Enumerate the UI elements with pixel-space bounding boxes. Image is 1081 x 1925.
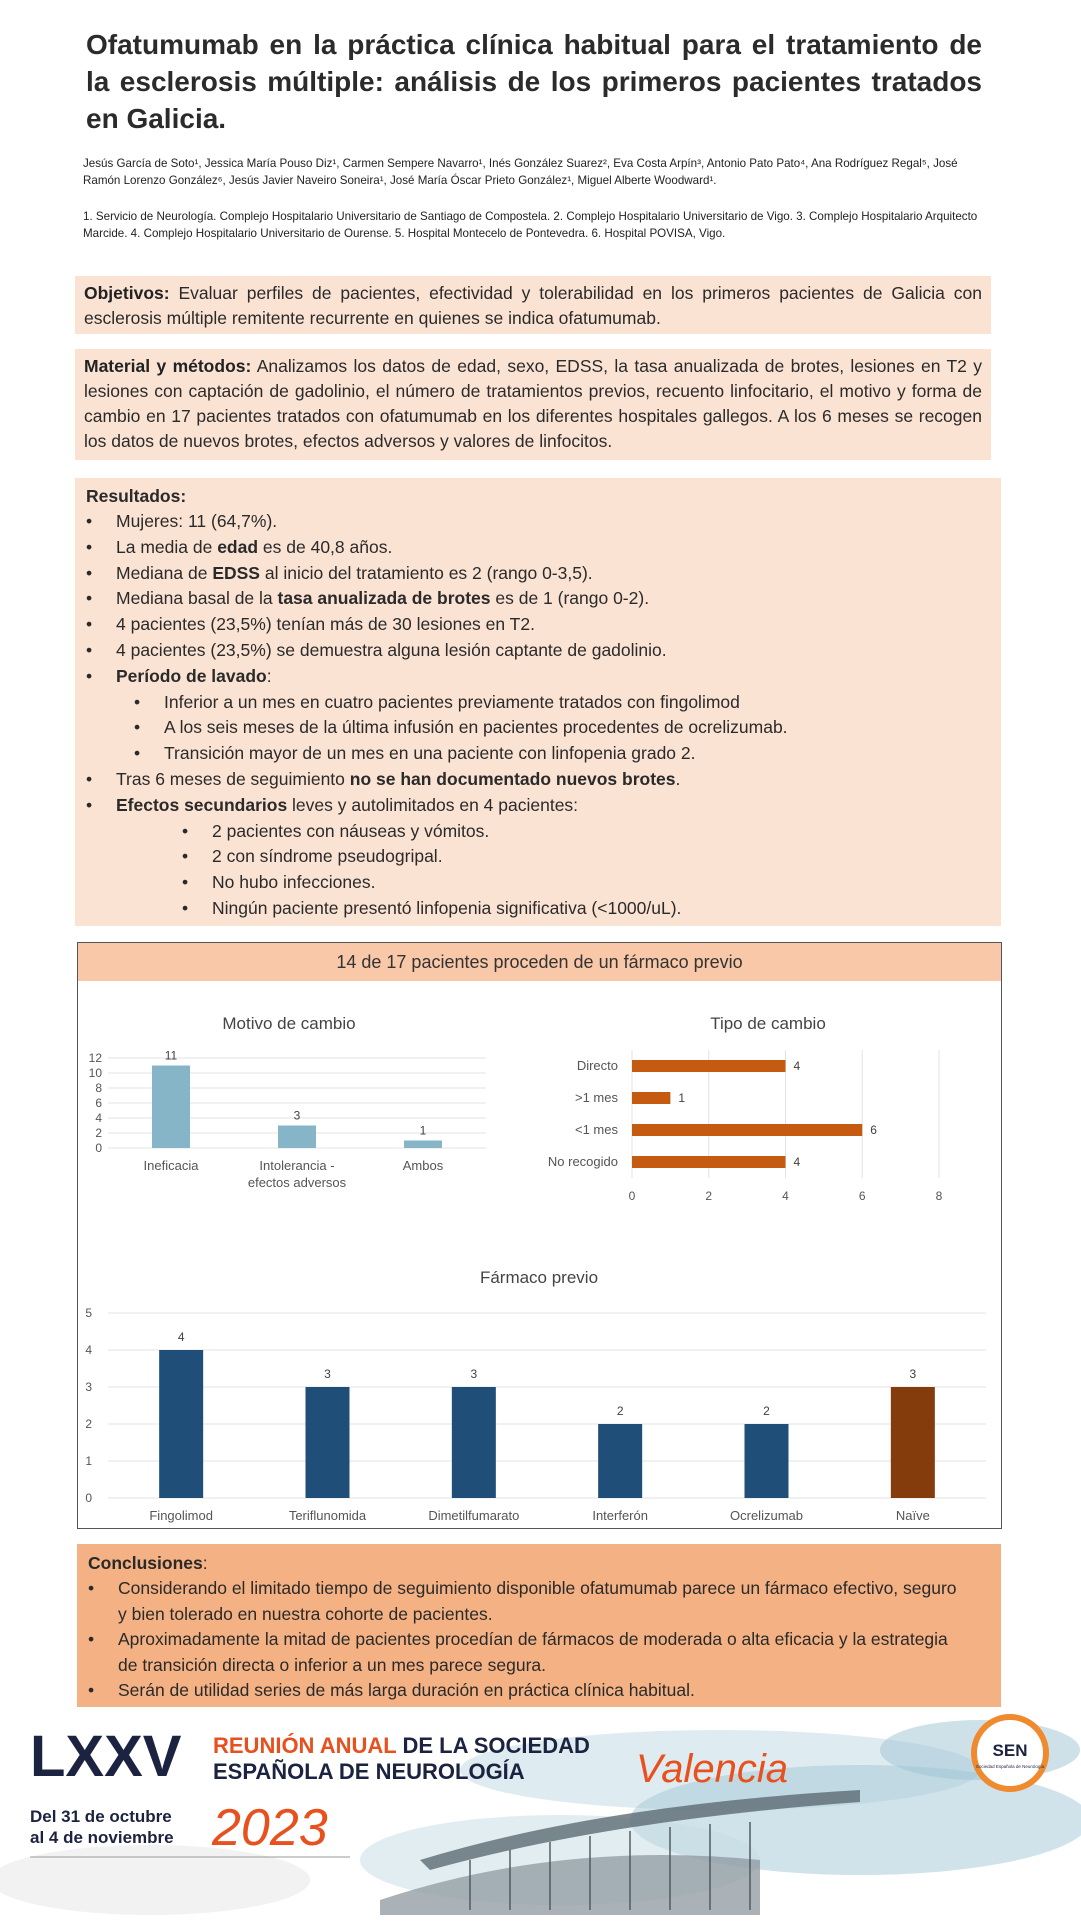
- results-item-post: .: [675, 769, 681, 789]
- data-label: 3: [909, 1367, 917, 1381]
- x-tick-label: efectos adversos: [247, 1175, 347, 1190]
- footer-meeting-line1: [213, 1733, 590, 1758]
- bar: [452, 1387, 496, 1498]
- x-tick-label: Ineficacia: [143, 1158, 199, 1173]
- x-tick-label: 6: [858, 1189, 866, 1203]
- methods-body: Analizamos los datos de edad, sexo, EDSS, la tasa anualizada de brotes, lesiones en T2 y lesiones con captación de gadolinio, el número de tratamientos previos, recuento linfocitario, el motivo y forma de cambio en 17 pacientes tratados con ofatumumab en los diferentes hospitales gallegos. A los 6 meses se recogen los datos de nuevos brotes, efectos adversos y valores de linfocitos.: [84, 356, 982, 451]
- bar: [632, 1156, 786, 1168]
- y-tick-label: 5: [85, 1306, 92, 1320]
- results-item-text: [116, 535, 392, 560]
- y-tick-label: 0: [95, 1141, 102, 1155]
- objectives-body: Evaluar perfiles de pacientes, efectividad y tolerabilidad en los primeros pacientes de Galicia con esclerosis múltiple remitente recurrente en quienes se indica ofatumumab.: [84, 283, 982, 328]
- bullet-icon: •: [134, 691, 141, 712]
- data-label: 4: [793, 1059, 801, 1073]
- bar: [306, 1387, 350, 1498]
- bullet-icon: •: [88, 1680, 95, 1700]
- results-item-bold: tasa anualizada de brotes: [277, 588, 491, 609]
- y-tick-label: 12: [88, 1051, 102, 1065]
- bar: [152, 1066, 190, 1149]
- y-tick-label: 1: [85, 1454, 92, 1468]
- affiliations: 1. Servicio de Neurología. Complejo Hospitalario Universitario de Santiago de Compostela. 2. Complejo Hospitalario Universitario de Vigo. 3. Complejo Hospitalario Arquitecto Marcide. 4. Complejo Hospitalario Universitario de Ourense. 5. Hospital Montecelo de Pontevedra. 6. Hospital POVISA, Vigo.: [83, 210, 978, 240]
- bullet-icon: •: [182, 820, 189, 841]
- y-tick-label: 8: [95, 1081, 102, 1095]
- results-label: Resultados:: [86, 486, 187, 506]
- results-item-pre: Tras 6 meses de seguimiento: [116, 769, 350, 789]
- results-item-pre: Mediana basal de la: [116, 588, 278, 609]
- chart-motivo-de-cambio: [78, 1003, 498, 1193]
- data-label: 4: [793, 1155, 801, 1169]
- x-tick-label: Naïve: [895, 1508, 930, 1523]
- charts-panel: [77, 942, 1002, 1529]
- conclusions-label: Conclusiones: [88, 1553, 203, 1573]
- y-tick-label: 2: [85, 1417, 92, 1431]
- results-item-pre: 2 pacientes con náuseas y vómitos.: [212, 820, 490, 841]
- results-item-text: [116, 612, 535, 637]
- x-tick-label: 4: [782, 1189, 789, 1203]
- results-item-text: [116, 586, 649, 611]
- results-item-pre: Mediana de: [116, 562, 213, 583]
- footer-meeting-line1-a: REUNIÓN ANUAL: [213, 1733, 403, 1758]
- bar: [745, 1424, 789, 1498]
- results-item-text: [116, 509, 277, 534]
- bullet-icon: •: [86, 769, 93, 789]
- sen-logo-icon: [974, 1717, 1046, 1789]
- bar: [159, 1350, 203, 1498]
- x-tick-label: Teriflunomida: [288, 1508, 367, 1523]
- data-label: 2: [763, 1404, 770, 1418]
- bullet-icon: •: [88, 1629, 95, 1649]
- conclusions-item: [88, 1627, 961, 1678]
- data-label: 1: [678, 1091, 686, 1105]
- chart-title: Fármaco previo: [479, 1268, 599, 1287]
- results-item-text: [212, 844, 443, 869]
- footer-dates-line2: al 4 de noviembre: [30, 1828, 174, 1847]
- objectives-box: [75, 276, 991, 334]
- bullet-icon: •: [134, 717, 141, 738]
- congress-footer: [0, 1710, 1081, 1920]
- methods-label: Material y métodos:: [84, 356, 252, 376]
- x-tick-label: Intolerancia -: [259, 1158, 335, 1173]
- data-label: 3: [470, 1367, 478, 1381]
- bullet-icon: •: [86, 794, 93, 815]
- x-tick-label: 0: [628, 1189, 636, 1203]
- y-tick-label: 4: [95, 1111, 102, 1125]
- methods-text: [84, 354, 982, 454]
- results-item-pre: 2 con síndrome pseudogripal.: [212, 846, 443, 867]
- results-box: [75, 478, 1001, 926]
- results-item-post: es de 1 (rango 0-2).: [490, 588, 650, 609]
- results-item-pre: Mujeres: 11 (64,7%).: [116, 511, 278, 531]
- bullet-icon: •: [86, 614, 93, 635]
- y-tick-label: 3: [85, 1380, 92, 1394]
- x-tick-label: Dimetilfumarato: [428, 1508, 520, 1523]
- bullet-icon: •: [86, 562, 93, 583]
- conclusions-box: [77, 1544, 1001, 1707]
- bullet-icon: •: [86, 536, 93, 557]
- conclusions-heading: [88, 1551, 208, 1576]
- bullet-icon: •: [86, 588, 93, 609]
- authors-list: Jesús García de Soto¹, Jessica María Pouso Diz¹, Carmen Sempere Navarro¹, Inés González Suarez², Eva Costa Arpín³, Antonio Pato Pato⁴, Ana Rodríguez Regal⁵, José Ramón Lorenzo González⁶, Jesús Javier Naveiro Soneira¹, José María Óscar Prieto González¹, Miguel Alberte Woodward¹.: [83, 157, 958, 187]
- x-tick-label: 2: [705, 1189, 713, 1203]
- results-item-pre: Inferior a un mes en cuatro pacientes previamente tratados con fingolimod: [164, 691, 740, 712]
- chart-title: Tipo de cambio: [710, 1014, 826, 1033]
- x-tick-label: Fingolimod: [149, 1508, 213, 1523]
- methods-box: [75, 349, 991, 460]
- bullet-icon: •: [86, 665, 93, 686]
- bullet-icon: •: [182, 846, 189, 867]
- y-tick-label: 6: [95, 1096, 102, 1110]
- conclusions-item-text: Serán de utilidad series de más larga duración en práctica clínica habitual.: [118, 1680, 695, 1700]
- y-tick-label: No recogido: [547, 1154, 618, 1169]
- results-item-pre: La media de: [116, 536, 218, 557]
- conclusions-colon: :: [202, 1553, 208, 1573]
- charts-banner: 14 de 17 pacientes proceden de un fármaco previo: [78, 943, 1001, 981]
- y-tick-label: 4: [85, 1343, 92, 1357]
- results-item-text: [116, 561, 593, 586]
- bar: [404, 1141, 442, 1149]
- conclusions-item-text: Considerando el limitado tiempo de seguimiento disponible ofatumumab parece un fármaco efectivo, seguro y bien tolerado en nuestra cohorte de pacientes.: [118, 1578, 957, 1624]
- bullet-icon: •: [134, 743, 141, 764]
- x-tick-label: Ocrelizumab: [730, 1508, 803, 1523]
- y-tick-label: >1 mes: [575, 1090, 618, 1105]
- bar: [632, 1092, 670, 1104]
- results-item-text: [212, 819, 489, 844]
- results-item-post: al inicio del tratamiento es 2 (rango 0-3,5).: [259, 562, 593, 583]
- results-item-pre: Transición mayor de un mes en una paciente con linfopenia grado 2.: [164, 743, 696, 764]
- footer-artwork: [0, 1710, 1081, 1920]
- data-label: 6: [870, 1123, 877, 1137]
- conclusions-item: [88, 1678, 961, 1704]
- results-item-pre: 4 pacientes (23,5%) tenían más de 30 lesiones en T2.: [116, 614, 535, 635]
- results-item-pre: No hubo infecciones.: [212, 872, 376, 893]
- footer-dates-line1: Del 31 de octubre: [30, 1807, 172, 1826]
- x-tick-label: Ambos: [402, 1158, 444, 1173]
- results-item-bold: edad: [217, 536, 259, 557]
- results-item-text: [116, 638, 667, 663]
- results-item-bold: no se han documentado nuevos brotes: [349, 769, 676, 789]
- bullet-icon: •: [182, 898, 189, 918]
- data-label: 2: [616, 1404, 624, 1418]
- bullet-icon: •: [88, 1578, 95, 1598]
- results-item-pre: Ningún paciente presentó linfopenia significativa (<1000/uL).: [212, 898, 682, 918]
- bar: [632, 1124, 862, 1136]
- data-label: 3: [293, 1108, 301, 1123]
- footer-city: Valencia: [636, 1747, 788, 1791]
- data-label: 3: [324, 1367, 331, 1381]
- footer-meeting-line2: ESPAÑOLA DE NEUROLOGÍA: [213, 1759, 525, 1784]
- y-tick-label: <1 mes: [575, 1122, 618, 1137]
- results-item-text: [116, 767, 680, 792]
- footer-roman: LXXV: [30, 1724, 182, 1789]
- results-item-text: [164, 741, 696, 766]
- results-item-text: [116, 664, 272, 689]
- results-item-text: [116, 793, 578, 818]
- footer-meeting-line1-b: DE LA SOCIEDAD: [402, 1733, 590, 1758]
- results-item-text: [212, 896, 681, 921]
- sen-logo-sub: Sociedad Española de Neurología: [975, 1764, 1045, 1769]
- results-item-pre: A los seis meses de la última infusión en pacientes procedentes de ocrelizumab.: [164, 717, 788, 738]
- results-item-bold: Período de lavado: [116, 665, 267, 686]
- bar: [598, 1424, 642, 1498]
- chart-title: Motivo de cambio: [222, 1014, 356, 1033]
- bullet-icon: •: [182, 872, 189, 893]
- chart-farmaco-previo: [78, 1253, 1001, 1527]
- bar: [278, 1126, 316, 1149]
- bar: [632, 1060, 786, 1072]
- bullet-icon: •: [86, 640, 93, 660]
- poster-title: Ofatumumab en la práctica clínica habitual para el tratamiento de la esclerosis múltiple: análisis de los primeros pacientes tratados en Galicia.: [86, 29, 982, 134]
- y-tick-label: 10: [88, 1066, 102, 1080]
- data-label: 4: [177, 1330, 185, 1344]
- objectives-label: Objetivos:: [84, 283, 170, 303]
- results-item-bold: EDSS: [212, 562, 260, 583]
- conclusions-item-text: Aproximadamente la mitad de pacientes procedían de fármacos de moderada o alta eficacia y la estrategia de transición directa o inferior a un mes parece segura.: [118, 1629, 948, 1675]
- results-item-pre: 4 pacientes (23,5%) se demuestra alguna lesión captante de gadolinio.: [116, 640, 667, 660]
- results-item-post: es de 40,8 años.: [258, 536, 393, 557]
- x-tick-label: 8: [935, 1189, 943, 1203]
- footer-year: 2023: [212, 1799, 328, 1857]
- results-item-text: [164, 715, 788, 740]
- y-tick-label: Directo: [576, 1058, 618, 1073]
- results-item-bold: Efectos secundarios: [116, 794, 288, 815]
- bullet-icon: •: [86, 511, 93, 531]
- bar: [891, 1387, 935, 1498]
- y-tick-label: 2: [95, 1126, 102, 1140]
- chart-tipo-de-cambio: [518, 1003, 998, 1203]
- data-label: 11: [164, 1048, 178, 1063]
- results-item-text: [212, 870, 375, 895]
- sen-logo-text: SEN: [992, 1741, 1028, 1760]
- data-label: 1: [419, 1123, 427, 1138]
- y-tick-label: 0: [85, 1491, 92, 1505]
- results-item-post: leves y autolimitados en 4 pacientes:: [287, 794, 579, 815]
- objectives-text: [84, 281, 982, 331]
- results-item-post: :: [266, 665, 272, 686]
- x-tick-label: Interferón: [592, 1508, 648, 1523]
- results-item-text: [164, 690, 740, 715]
- conclusions-item: [88, 1576, 961, 1627]
